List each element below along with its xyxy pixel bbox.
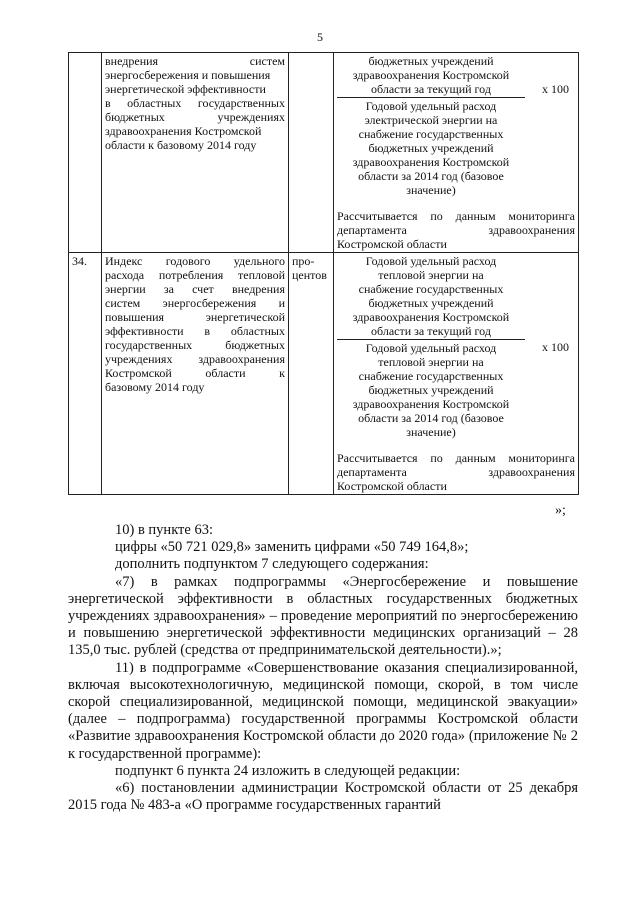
indicator-line: повышения энергетической	[105, 310, 285, 324]
indicator-table	[68, 52, 579, 495]
denominator-line: электрической энергии на	[364, 113, 498, 127]
paragraph: подпункт 6 пункта 24 изложить в следующей редакции:	[115, 762, 461, 779]
denominator-line: Годовой удельный расход	[365, 99, 497, 113]
indicator-line: энергосбережения и повышения	[105, 68, 271, 82]
formula-denominator	[337, 340, 525, 439]
numerator-line: снабжение государственных	[358, 282, 504, 296]
indicator-line: энергии за счет внедрения	[105, 282, 285, 296]
indicator-line: базовому 2014 году	[105, 380, 205, 394]
indicator-line: расхода потребления тепловой	[105, 268, 285, 282]
paragraph: цифры «50 721 029,8» заменить цифрами «50 749 164,8»;	[115, 539, 469, 556]
page-number: 5	[317, 30, 323, 44]
numerator-line: области за текущий год	[371, 324, 491, 338]
note-line: Рассчитывается по данным мониторинга	[337, 451, 575, 465]
denominator-line: значение)	[406, 425, 456, 439]
numerator-line: области за текущий год	[371, 82, 491, 96]
formula	[337, 54, 575, 197]
formula-denominator	[337, 98, 525, 197]
note-line: Костромской области	[337, 479, 447, 493]
indicator-line: государственных бюджетных	[105, 338, 285, 352]
formula-numerator	[337, 54, 525, 98]
paragraph: дополнить подпунктом 7 следующего содержания:	[115, 556, 429, 573]
data-source-note	[337, 209, 575, 251]
note-line: Рассчитывается по данным мониторинга	[337, 209, 575, 223]
denominator-line: снабжение государственных	[358, 369, 504, 383]
numerator-line: здравоохранения Костромской	[352, 68, 510, 82]
unit-cell	[289, 253, 334, 495]
indicator-line: области к базовому 2014 году	[105, 138, 257, 152]
table-row	[69, 53, 579, 253]
row-number-cell	[69, 53, 102, 253]
paragraph: «6) постановлении администрации Костромской области от 25 декабря 2015 года № 483-а «О программе государственных гарантий	[68, 780, 578, 814]
formula-cell	[334, 253, 579, 495]
indicator-line: бюджетных учреждениях	[105, 110, 285, 124]
indicator-line: внедрения систем	[105, 54, 285, 68]
note-line: департамента здравоохранения	[337, 465, 575, 479]
denominator-line: бюджетных учреждений	[368, 141, 494, 155]
formula	[337, 254, 575, 439]
numerator-line: здравоохранения Костромской	[352, 310, 510, 324]
numerator-line: бюджетных учреждений	[368, 296, 494, 310]
table-row	[69, 253, 579, 495]
indicator-line: энергетической эффективности	[105, 82, 266, 96]
denominator-line: области за 2014 год (базовое	[358, 169, 504, 183]
unit-line: центов	[292, 268, 327, 282]
formula-numerator	[337, 254, 525, 340]
indicator-name-cell	[102, 53, 289, 253]
denominator-line: тепловой энергии на	[378, 355, 484, 369]
denominator-line: Годовой удельный расход	[365, 341, 497, 355]
multiplier: x 100	[542, 82, 569, 96]
closing-quote: »;	[555, 503, 566, 518]
indicator-line: эффективности в областных	[105, 324, 285, 338]
multiplier: x 100	[542, 339, 569, 354]
row-number-cell: 34.	[69, 253, 102, 495]
denominator-line: бюджетных учреждений	[368, 383, 494, 397]
denominator-line: здравоохранения Костромской	[352, 155, 510, 169]
unit-line: про-	[292, 254, 315, 268]
denominator-line: значение)	[406, 183, 456, 197]
denominator-line: снабжение государственных	[358, 127, 504, 141]
indicator-line: здравоохранения Костромской	[105, 124, 262, 138]
numerator-line: тепловой энергии на	[378, 268, 484, 282]
formula-cell	[334, 53, 579, 253]
denominator-line: области за 2014 год (базовое	[358, 411, 504, 425]
note-line: Костромской области	[337, 237, 447, 251]
numerator-line: бюджетных учреждений	[368, 54, 494, 68]
indicator-line: Костромской области к	[105, 366, 285, 380]
indicator-name-cell	[102, 253, 289, 495]
denominator-line: здравоохранения Костромской	[352, 397, 510, 411]
paragraph: 10) в пункте 63:	[115, 522, 213, 538]
indicator-line: систем энергосбережения и	[105, 296, 285, 310]
data-source-note	[337, 451, 575, 493]
indicator-line: Индекс годового удельного	[105, 254, 285, 268]
unit-cell	[289, 53, 334, 253]
paragraph: «7) в рамках подпрограммы «Энергосбережение и повышение энергетической эффективности в областных государственных бюджетных учреждениях здравоохранения» – проведение мероприятий по энергосбережению и повышению энергетической эффективности медицинских организаций – 28 135,0 тыс. рублей (средства от предпринимательской деятельности).»;	[68, 573, 578, 659]
indicator-line: учреждениях здравоохранения	[105, 352, 285, 366]
amendment-text	[68, 522, 578, 814]
indicator-line: в областных государственных	[105, 96, 285, 110]
note-line: департамента здравоохранения	[337, 223, 575, 237]
paragraph: 11) в подпрограмме «Совершенствование оказания специализированной, включая высокотехнологичную, медицинской помощи, скорой, в том числе скорой специализированной, медицинской помощи, медицинской эвакуации» (далее – подпрограмма) государственной программы Костромской области «Развитие здравоохранения Костромской области до 2020 года» (приложение № 2 к государственной программе):	[68, 659, 578, 762]
numerator-line: Годовой удельный расход	[365, 254, 497, 268]
